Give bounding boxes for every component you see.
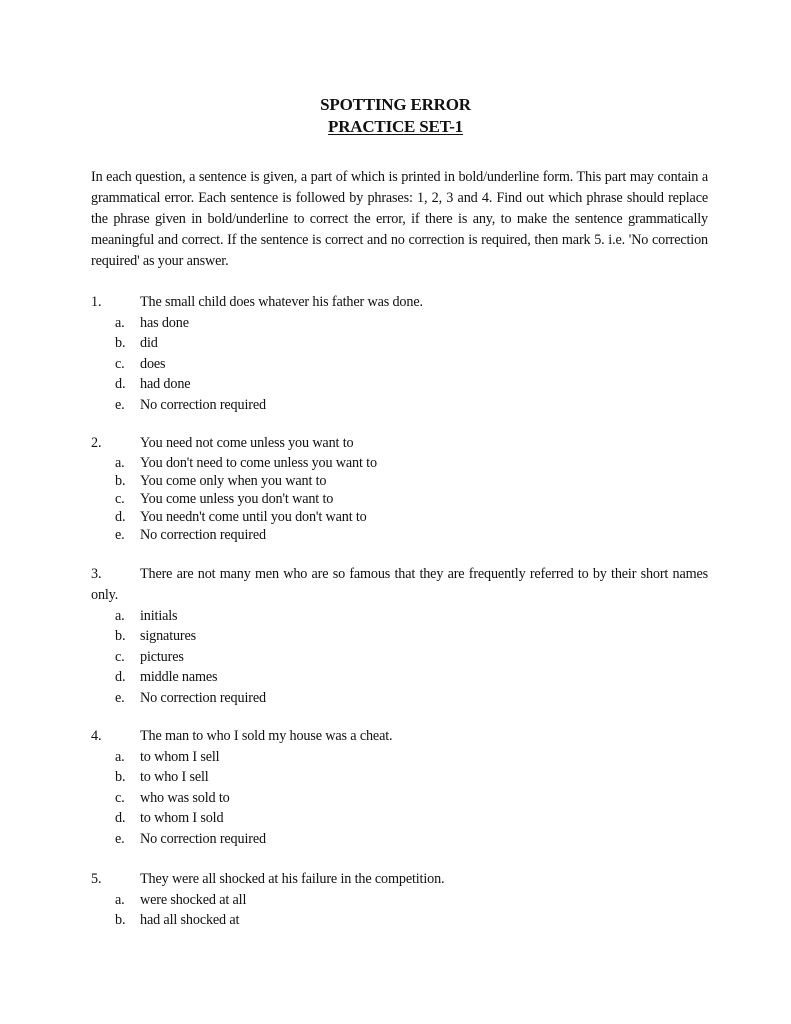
question-text: You need not come unless you want to xyxy=(140,435,354,451)
option-c xyxy=(91,354,708,374)
option-e xyxy=(91,829,708,849)
option-letter: a. xyxy=(115,749,125,765)
question-stem xyxy=(91,869,708,890)
option-letter: d. xyxy=(115,508,126,525)
option-letter: e. xyxy=(115,526,125,543)
option-text: You needn't come until you don't want to xyxy=(140,508,367,525)
option-text: to whom I sell xyxy=(140,749,220,765)
option-letter: a. xyxy=(115,892,125,908)
question-3 xyxy=(91,564,708,708)
option-text: had done xyxy=(140,376,191,393)
question-number: 5. xyxy=(91,871,102,887)
option-letter: e. xyxy=(115,689,125,706)
option-d xyxy=(91,374,708,394)
question-stem xyxy=(91,432,708,455)
question-text: There are not many men who are so famous that they are frequently referred to by their short names only. xyxy=(91,566,708,603)
option-list xyxy=(91,313,708,415)
option-b xyxy=(91,910,708,930)
option-c xyxy=(91,647,708,667)
option-a xyxy=(91,606,708,626)
option-a xyxy=(91,747,708,767)
option-letter: c. xyxy=(115,648,125,665)
option-d xyxy=(91,667,708,687)
question-2 xyxy=(91,432,708,545)
option-a xyxy=(91,313,708,333)
option-c xyxy=(91,491,708,509)
option-letter: c. xyxy=(115,355,125,372)
option-letter: b. xyxy=(115,769,126,786)
option-letter: b. xyxy=(115,335,126,352)
option-text: signatures xyxy=(140,628,197,645)
question-text: They were all shocked at his failure in the competition. xyxy=(140,871,445,887)
option-letter: e. xyxy=(115,396,125,413)
question-text: The man to who I sold my house was a cheat. xyxy=(140,728,393,744)
option-e xyxy=(91,688,708,708)
question-5 xyxy=(91,869,708,931)
question-1 xyxy=(91,292,708,415)
option-b xyxy=(91,767,708,787)
option-c xyxy=(91,788,708,808)
option-a xyxy=(91,455,708,473)
option-letter: c. xyxy=(115,490,125,507)
option-d xyxy=(91,808,708,828)
document-subtitle: PRACTICE SET-1 xyxy=(328,117,463,136)
option-b xyxy=(91,626,708,646)
option-e xyxy=(91,395,708,415)
question-number: 4. xyxy=(91,728,102,744)
option-text: who was sold to xyxy=(140,789,230,806)
option-letter: a. xyxy=(115,315,125,331)
option-text: had all shocked at xyxy=(140,912,240,929)
option-text: did xyxy=(140,335,158,352)
option-text: No correction required xyxy=(140,830,266,847)
option-b xyxy=(91,333,708,353)
question-stem xyxy=(91,726,708,747)
option-text: You come only when you want to xyxy=(140,472,327,489)
option-text: pictures xyxy=(140,648,184,665)
option-b xyxy=(91,473,708,491)
document-title: SPOTTING ERROR xyxy=(320,95,471,114)
option-list xyxy=(91,747,708,849)
question-text: The small child does whatever his father was done. xyxy=(140,294,423,310)
option-text: has done xyxy=(140,315,189,331)
option-text: middle names xyxy=(140,669,218,686)
option-text: No correction required xyxy=(140,689,266,706)
option-text: to whom I sold xyxy=(140,810,224,827)
option-e xyxy=(91,527,708,545)
option-a xyxy=(91,890,708,910)
option-list xyxy=(91,890,708,931)
question-stem xyxy=(91,292,708,313)
option-letter: d. xyxy=(115,669,126,686)
question-number: 3. xyxy=(91,566,102,582)
question-number: 2. xyxy=(91,435,102,451)
option-letter: e. xyxy=(115,830,125,847)
option-d xyxy=(91,509,708,527)
option-list xyxy=(91,455,708,545)
instructions-paragraph: In each question, a sentence is given, a part of which is printed in bold/underline form. This part may contain a grammatical error. Each sentence is followed by phrases: 1, 2, 3 and 4. Find out which phrase should replace the phrase given in bold/underline to correct the error, if there is any, to make the sentence grammatically meaningful and correct. If the sentence is correct and no correction is required, then mark 5. i.e. 'No correction required' as your answer. xyxy=(91,169,708,269)
option-letter: b. xyxy=(115,628,126,645)
option-text: to who I sell xyxy=(140,769,209,786)
question-stem xyxy=(91,564,708,606)
option-text: initials xyxy=(140,608,178,624)
option-text: were shocked at all xyxy=(140,892,247,908)
option-letter: d. xyxy=(115,376,126,393)
option-letter: b. xyxy=(115,472,126,489)
question-number: 1. xyxy=(91,294,102,310)
option-letter: d. xyxy=(115,810,126,827)
option-text: You don't need to come unless you want to xyxy=(140,455,377,471)
option-text: No correction required xyxy=(140,526,266,543)
option-letter: a. xyxy=(115,455,125,471)
question-4 xyxy=(91,726,708,849)
option-list xyxy=(91,606,708,708)
option-letter: a. xyxy=(115,608,125,624)
option-text: does xyxy=(140,355,166,372)
option-letter: c. xyxy=(115,789,125,806)
option-text: You come unless you don't want to xyxy=(140,490,334,507)
option-text: No correction required xyxy=(140,396,266,413)
option-letter: b. xyxy=(115,912,126,929)
